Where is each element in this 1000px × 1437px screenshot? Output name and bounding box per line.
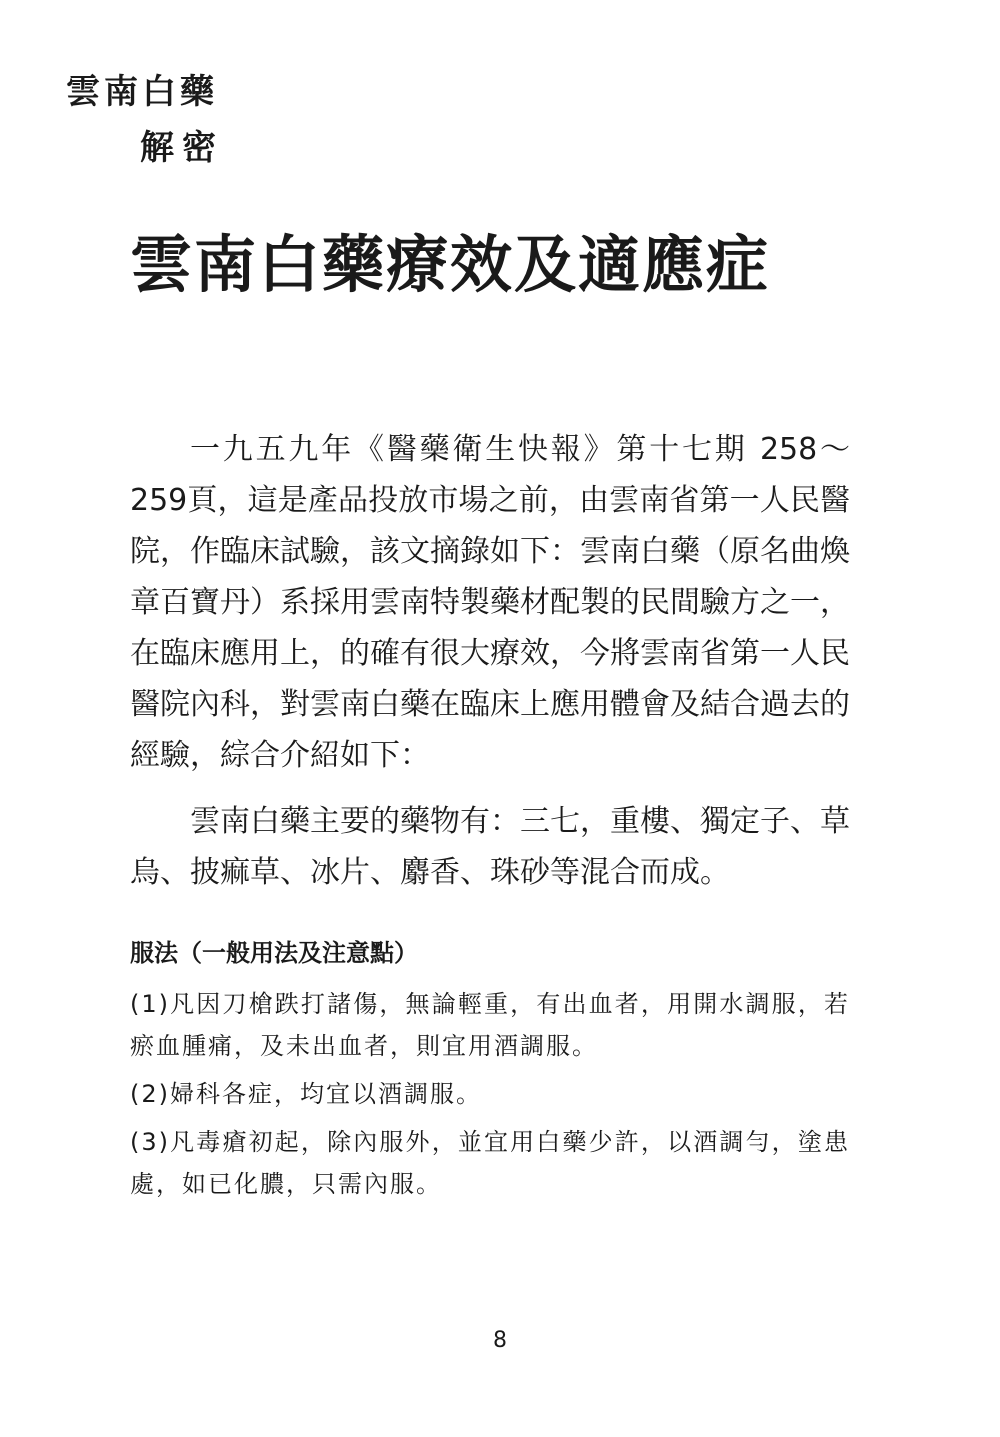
body-paragraph-1: 一九五九年《醫藥衛生快報》第十七期 258～259頁，這是產品投放市場之前，由雲南省第一人民醫院，作臨床試驗，該文摘錄如下：雲南白藥（原名曲煥章百寶丹）系採用雲南特製藥材配製的民間驗方之一，在臨床應用上，的確有很大療效，今將雲南省第一人民醫院內科，對雲南白藥在臨床上應用體會及結合過去的經驗，綜合介紹如下： xyxy=(130,432,850,773)
page-number: 8 xyxy=(493,1328,507,1353)
running-header-subtitle: 解密 xyxy=(140,128,224,168)
usage-section-heading: 服法（一般用法及注意點） xyxy=(130,939,418,967)
body-paragraph-2: 雲南白藥主要的藥物有：三七，重樓、獨定子、草烏、披痲草、冰片、麝香、珠砂等混合而成。 xyxy=(130,804,850,890)
chapter-title: 雲南白藥療效及適應症 xyxy=(130,228,771,301)
usage-item-2: (2)婦科各症，均宜以酒調服。 xyxy=(130,1080,482,1108)
usage-item-3: (3)凡毒瘡初起，除內服外，並宜用白藥少許，以酒調勻，塗患處，如已化膿，只需內服。 xyxy=(130,1128,850,1198)
usage-item-1: (1)凡因刀槍跌打諸傷，無論輕重，有出血者，用開水調服，若瘀血腫痛，及未出血者，則宜用酒調服。 xyxy=(130,990,850,1060)
running-header-book-title: 雲南白藥 xyxy=(66,72,218,112)
usage-list xyxy=(130,983,850,1205)
